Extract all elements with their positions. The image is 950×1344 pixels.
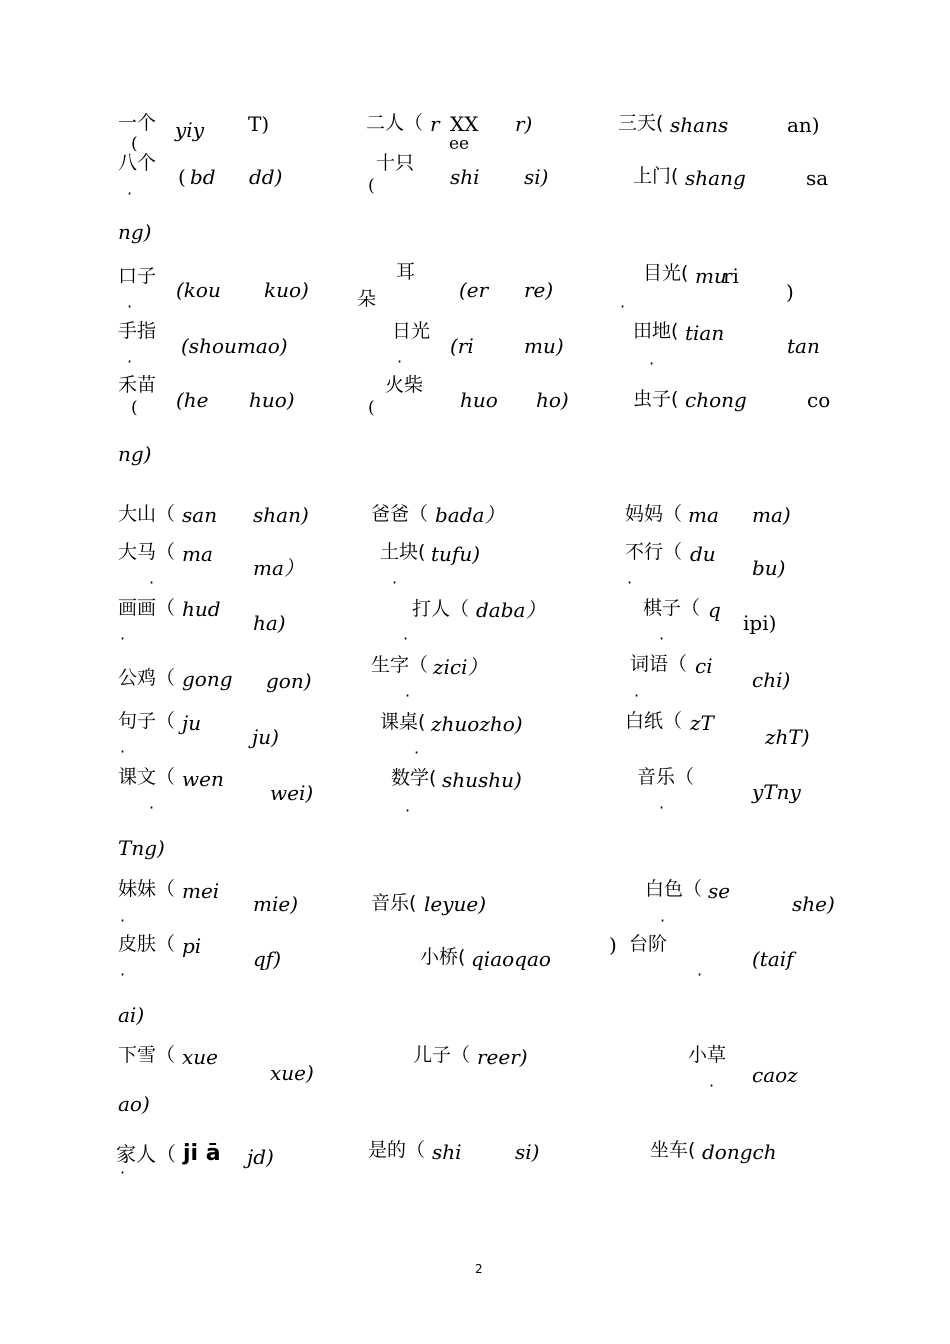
word-muguang: 目光(	[643, 262, 689, 284]
pinyin-option: chi)	[752, 668, 791, 692]
dot-mark: ·	[709, 1076, 715, 1095]
dot-mark: ·	[127, 297, 133, 316]
pinyin-option: r	[430, 112, 440, 136]
pinyin-option: tufu)	[431, 542, 481, 566]
pinyin-option: bu)	[752, 556, 786, 580]
pinyin-option: hud	[182, 597, 221, 621]
pinyin-option: zhuozho)	[431, 712, 523, 736]
pinyin-option: si)	[524, 165, 549, 189]
pinyin-option: gong	[182, 667, 233, 691]
word-ciyu: 词语（	[630, 653, 688, 675]
pinyin-option: (kou	[176, 278, 221, 302]
pinyin-option: shi	[432, 1140, 462, 1164]
pinyin-option: se	[708, 879, 731, 903]
pinyin-option: dd)	[249, 165, 283, 189]
word-meimei: 妹妹（	[118, 878, 176, 900]
pinyin-option: chong	[685, 388, 747, 412]
word-pifu: 皮肤（	[118, 933, 176, 955]
dot-mark: ·	[659, 629, 665, 648]
pinyin-option: daba）	[476, 598, 546, 622]
word-shangmen: 上门(	[633, 165, 679, 187]
dot-mark: ·	[149, 573, 155, 592]
word-yige: 一个	[118, 112, 157, 134]
word-mama: 妈妈（	[625, 503, 683, 525]
pinyin-option: XX	[450, 112, 479, 136]
word-riguang: 日光	[392, 320, 431, 342]
pinyin-option: mu	[695, 264, 727, 288]
pinyin-option: si)	[515, 1140, 540, 1164]
pinyin-option: shi	[450, 165, 480, 189]
word-dashan: 大山（	[118, 503, 176, 525]
word-gongji: 公鸡（	[118, 667, 176, 689]
paren-open: (	[368, 398, 375, 418]
word-buxing: 不行（	[625, 541, 683, 563]
paren-open: (	[178, 165, 186, 189]
word-erzi: 儿子（	[413, 1044, 471, 1066]
word-baizhi: 白纸（	[625, 710, 683, 732]
word-xiaocao: 小草	[688, 1044, 727, 1066]
pinyin-option: ha)	[253, 611, 286, 635]
pinyin-option: xue)	[270, 1061, 314, 1085]
pinyin-option: (shoumao)	[181, 334, 288, 358]
word-daren: 打人（	[412, 598, 470, 620]
pinyin-option: (ri	[450, 334, 474, 358]
word-tiandi: 田地(	[633, 320, 679, 342]
dot-mark: ·	[414, 743, 420, 762]
word-yinyue: 音乐(	[371, 892, 417, 914]
word-baba: 爸爸（	[371, 503, 429, 525]
pinyin-option: leyue)	[424, 892, 487, 916]
word-shouzhi: 手指	[118, 320, 157, 342]
dot-mark: ·	[620, 297, 626, 316]
pinyin-option: r)	[515, 112, 533, 136]
pinyin-option: ma）	[253, 556, 304, 580]
dot-mark: ·	[149, 798, 155, 817]
pinyin-option: sa	[806, 166, 829, 190]
pinyin-option: an)	[787, 113, 820, 137]
pinyin-option: zhT)	[765, 725, 810, 749]
pinyin-option: shan)	[253, 503, 309, 527]
word-baise: 白色（	[645, 878, 703, 900]
pinyin-option: ipi)	[743, 611, 777, 635]
pinyin-option: qf)	[253, 947, 282, 971]
dot-mark: ·	[649, 354, 655, 373]
pinyin-option: (taif	[752, 947, 794, 971]
word-jiaren: 家人（	[116, 1142, 176, 1166]
pinyin-option: reer)	[477, 1045, 528, 1069]
word-erren: 二人（	[366, 112, 424, 134]
dot-mark: ·	[392, 573, 398, 592]
pinyin-continuation: ai)	[118, 1003, 145, 1027]
pinyin-option: bada）	[435, 503, 505, 527]
pinyin-option: mie)	[253, 892, 298, 916]
word-huochai: 火柴	[385, 374, 424, 396]
word-santian: 三天(	[618, 112, 664, 134]
paren-open: (	[368, 176, 375, 196]
pinyin-option: tan	[787, 334, 820, 358]
pinyin-option: ma	[688, 503, 719, 527]
pinyin-option: ri	[723, 264, 739, 288]
word-taijie: 台阶	[629, 933, 668, 955]
dot-mark: ·	[127, 352, 133, 371]
pinyin-option: shushu)	[442, 768, 522, 792]
pinyin-option: re)	[524, 278, 554, 302]
dot-mark: ·	[120, 629, 126, 648]
dot-mark: ·	[120, 1163, 126, 1182]
pinyin-option: yiy	[175, 118, 204, 142]
paren-close: )	[786, 280, 794, 304]
pinyin-option: T)	[248, 112, 270, 136]
pinyin-option: she)	[792, 892, 835, 916]
word-zuoche: 坐车(	[650, 1139, 696, 1161]
pinyin-option: yTny	[752, 780, 801, 804]
pinyin-option: huo)	[249, 388, 295, 412]
word-kewen: 课文（	[118, 766, 176, 788]
pinyin-option: ma	[182, 542, 213, 566]
pinyin-option: mu)	[524, 334, 564, 358]
pinyin-option: (er	[459, 278, 489, 302]
dot-mark: ·	[634, 686, 640, 705]
dot-mark: ·	[120, 911, 126, 930]
dot-mark: ·	[120, 965, 126, 984]
pinyin-option: mei	[182, 879, 220, 903]
pinyin-option: ju)	[252, 725, 279, 749]
dot-mark: ·	[405, 801, 411, 820]
dot-mark: ·	[120, 742, 126, 761]
pinyin-option: gon)	[266, 669, 312, 693]
word-juzi: 句子（	[118, 710, 176, 732]
dot-mark: ·	[659, 798, 665, 817]
word-tukuai: 土块(	[380, 541, 426, 563]
word-dama: 大马（	[118, 541, 176, 563]
pinyin-continuation: ng)	[118, 442, 152, 466]
page-number: 2	[475, 1262, 483, 1276]
pinyin-option: huo	[460, 388, 498, 412]
pinyin-option: ci	[695, 654, 713, 678]
paren-open: (	[131, 398, 138, 418]
word-xiaoqiao: 小桥(	[420, 946, 466, 968]
dot-mark: ·	[660, 911, 666, 930]
pinyin-continuation: ao)	[118, 1092, 150, 1116]
pinyin-option: shans	[670, 113, 729, 137]
pinyin-option: tian	[685, 321, 725, 345]
pinyin-continuation: ng)	[118, 220, 152, 244]
word-shengzi: 生字（	[371, 654, 429, 676]
word-shuxue: 数学(	[391, 767, 437, 789]
dot-mark: ·	[403, 629, 409, 648]
pinyin-option: zT	[690, 711, 714, 735]
word-xiaxue: 下雪（	[118, 1044, 176, 1066]
word-qizi: 棋子（	[643, 597, 701, 619]
pinyin-option: zici）	[433, 655, 488, 679]
pinyin-option: q	[708, 598, 721, 622]
pinyin-option: ma)	[752, 503, 791, 527]
pinyin-option: ji ā	[183, 1141, 221, 1166]
pinyin-option: co	[807, 388, 831, 412]
pinyin-option: jd)	[247, 1145, 274, 1169]
word-yinyue: 音乐（	[637, 766, 695, 788]
pinyin-option: pi	[182, 934, 202, 958]
pinyin-option: du	[690, 542, 716, 566]
dot-mark: ·	[127, 184, 133, 203]
pinyin-option: dongch	[702, 1140, 777, 1164]
word-shizhi: 十只	[376, 152, 415, 174]
pinyin-option: shang	[685, 166, 746, 190]
word-huahua: 画画（	[118, 597, 176, 619]
pinyin-option: wei)	[270, 781, 314, 805]
pinyin-option: wen	[182, 767, 224, 791]
dot-mark: ·	[697, 965, 703, 984]
word-chongzi: 虫子(	[633, 388, 679, 410]
pinyin-option: san	[182, 503, 218, 527]
pinyin-option: ho)	[536, 388, 569, 412]
pinyin-continuation: Tng)	[118, 836, 165, 860]
word-erduo: 朵	[357, 288, 377, 310]
word-erduo: 耳	[396, 261, 416, 283]
word-bage: 八个	[118, 152, 157, 174]
paren-open: (	[131, 134, 138, 154]
dot-mark: ·	[627, 573, 633, 592]
pinyin-option: qiaoqao	[471, 947, 551, 971]
paren-close: )	[609, 933, 617, 957]
word-kouzi: 口子	[118, 265, 157, 287]
word-shide: 是的（	[368, 1139, 426, 1161]
pinyin-option: (he	[176, 388, 209, 412]
pinyin-option: xue	[182, 1045, 218, 1069]
pinyin-option: kuo)	[264, 278, 309, 302]
pinyin-option: ju	[182, 711, 202, 735]
pinyin-option: bd	[190, 165, 216, 189]
dot-mark: ·	[397, 352, 403, 371]
word-kezhuo: 课桌(	[380, 711, 426, 733]
pinyin-option: ee	[449, 134, 470, 154]
dot-mark: ·	[405, 686, 411, 705]
pinyin-option: caoz	[752, 1063, 798, 1087]
word-hemiao: 禾苗	[118, 374, 157, 396]
